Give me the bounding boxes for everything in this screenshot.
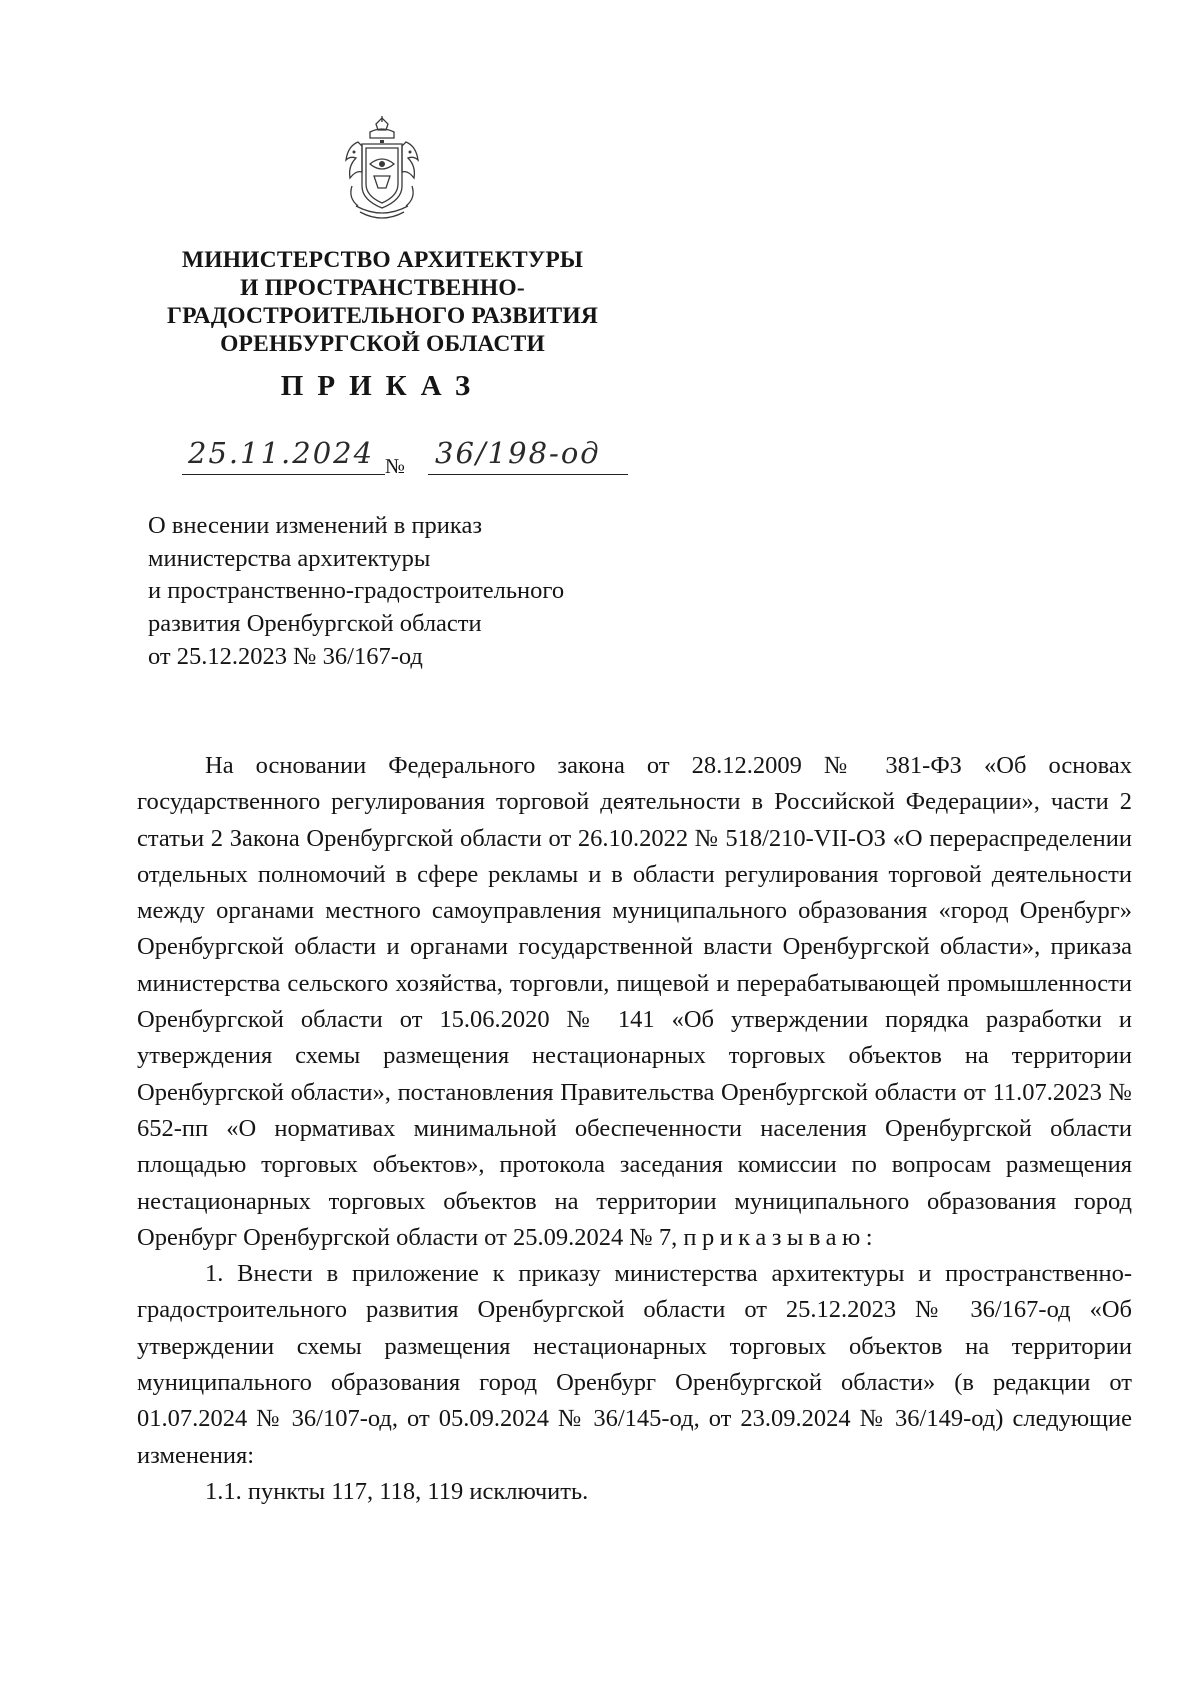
document-type-title: ПРИКАЗ: [280, 370, 485, 402]
ministry-line: И ПРОСТРАНСТВЕННО-: [240, 275, 525, 301]
handwritten-number: 36/198-од: [435, 436, 601, 470]
subject-line: и пространственно-градостроительного: [148, 577, 565, 605]
item-1-1-paragraph: 1.1. пункты 117, 118, 119 исключить.: [205, 1477, 589, 1505]
order-word: приказываю:: [683, 1223, 879, 1251]
item-1-paragraph: 1. Внести в приложение к приказу министерства архитектуры и пространственно-градостроительного развития Оренбургской области от 25.12.2023 № 36/167-од «Об утверждении схемы размещения нестационарных торговых объектов на территории муниципального образования город Оренбург Оренбургской области» (в редакции от 01.07.2024 № 36/107-од, от 05.09.2024 № 36/145-од, от 23.09.2024 № 36/149-од) следующие изменения:: [137, 1260, 1132, 1469]
document-body: [137, 748, 1132, 1510]
number-sign: №: [385, 454, 406, 478]
ministry-line: МИНИСТЕРСТВО АРХИТЕКТУРЫ: [181, 247, 584, 273]
ministry-line: ОРЕНБУРГСКОЙ ОБЛАСТИ: [220, 331, 545, 357]
subject-line: О внесении изменений в приказ: [148, 512, 483, 539]
subject-line: министерства архитектуры: [148, 544, 431, 572]
coat-of-arms-emblem: [340, 116, 424, 224]
date-underline: [182, 474, 385, 475]
subject-line: развития Оренбургской области: [148, 610, 482, 638]
preamble-paragraph: [137, 748, 1132, 1256]
subject-line: от 25.12.2023 № 36/167-од: [148, 642, 423, 670]
registration-line: [170, 436, 640, 496]
ministry-line: ГРАДОСТРОИТЕЛЬНОГО РАЗВИТИЯ: [166, 303, 598, 329]
number-underline: [428, 474, 628, 475]
document-subject: [148, 510, 708, 674]
preamble-text: На основании Федерального закона от 28.12.2009 № 381-ФЗ «Об основах государственного регулирования торговой деятельности в Российской Федерации», части 2 статьи 2 Закона Оренбургской области от 26.10.2022 № 518/210-VII-ОЗ «О перераспределении отдельных полномочий в сфере рекламы и в области регулирования торговой деятельности между органами местного самоуправления муниципального образования «город Оренбург» Оренбургской области и органами государственной власти Оренбургской области», приказа министерства сельского хозяйства, торговли, пищевой и перерабатывающей промышленности Оренбургской области от 15.06.2020 № 141 «Об утверждении порядка разработки и утверждения схемы размещения нестационарных торговых объектов на территории Оренбургской области», постановления Правительства Оренбургской области от 11.07.2023 № 652-пп «О нормативах минимальной обеспеченности населения Оренбургской области площадью торговых объектов», протокола заседания комиссии по вопросам размещения нестационарных торговых объектов на территории муниципального образования город Оренбург Оренбургской области от 25.09.2024 № 7,: [137, 752, 1132, 1251]
ministry-name: [130, 246, 635, 358]
handwritten-date: 25.11.2024: [188, 436, 375, 470]
